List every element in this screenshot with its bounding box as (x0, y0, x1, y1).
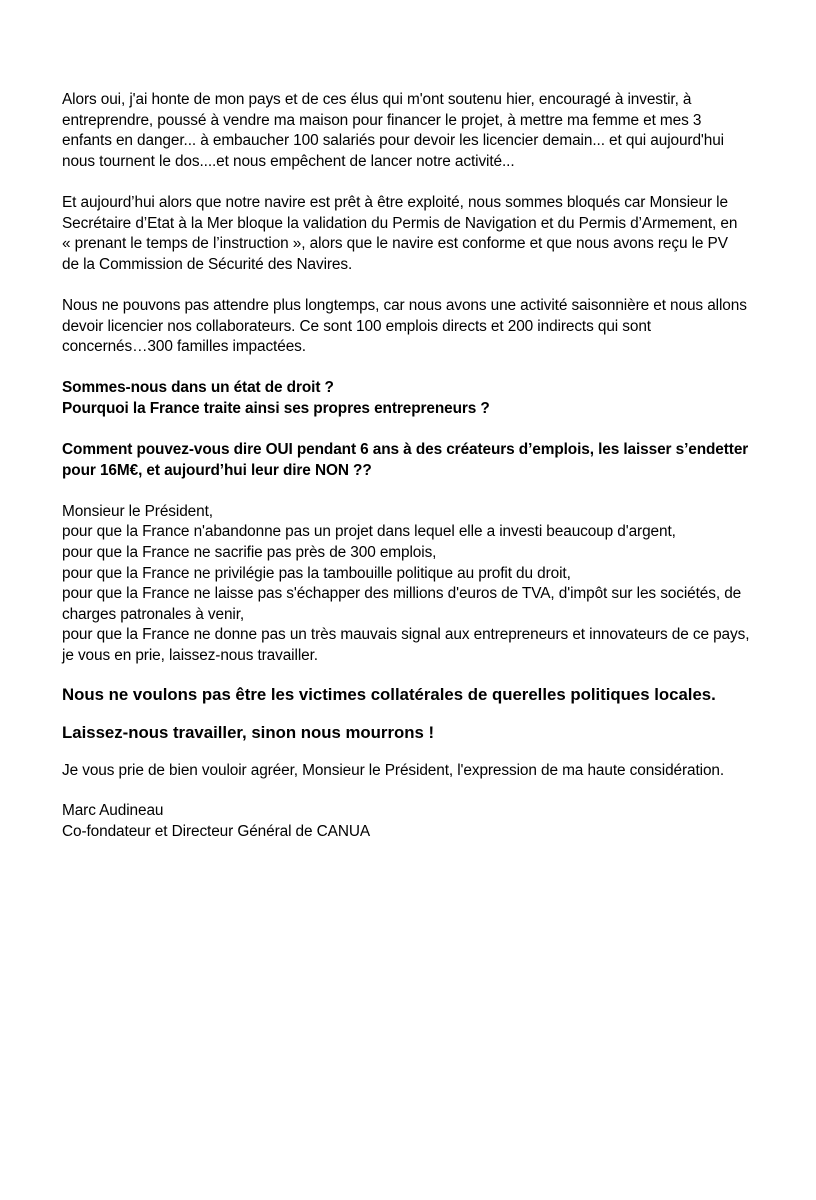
text-line: Alors oui, j'ai honte de mon pays et de ces élus qui m'ont soutenu hier, encouragé à investir, à (62, 91, 692, 108)
text-line: pour 16M€, et aujourd’hui leur dire NON ?? (62, 461, 372, 479)
signature-block (62, 801, 762, 842)
question-debt (62, 440, 762, 481)
text-line: devoir licencier nos collaborateurs. Ce sont 100 emplois directs et 200 indirects qui sont (62, 317, 651, 335)
text-line: entreprendre, poussé à vendre ma maison pour financer le projet, à mettre ma femme et mes 3 (62, 111, 702, 129)
text-line: pour que la France ne privilégie pas la tambouille politique au profit du droit, (62, 564, 571, 582)
text-line: pour que la France n'abandonne pas un projet dans lequel elle a investi beaucoup d'argent, (62, 523, 676, 541)
paragraph-blocked-ship (62, 193, 762, 275)
closing-formula: Je vous prie de bien vouloir agréer, Monsieur le Président, l'expression de ma haute considération. (62, 761, 725, 779)
text-line: de la Commission de Sécurité des Navires. (62, 255, 353, 273)
text-line: Et aujourd’hui alors que notre navire est prêt à être exploité, nous sommes bloqués car Monsieur le (62, 193, 728, 211)
text-line: enfants en danger... à embaucher 100 salariés pour devoir les licencier demain... et qui aujourd'hui (62, 132, 724, 150)
text-line: concernés…300 familles impactées. (62, 338, 306, 356)
text-line: pour que la France ne donne pas un très mauvais signal aux entrepreneurs et innovateurs de ce pays, (62, 626, 750, 644)
paragraph-seasonal-activity (62, 296, 762, 358)
text-line: Sommes-nous dans un état de droit ? (62, 379, 334, 397)
headline-collateral-victims: Nous ne voulons pas être les victimes collatérales de querelles politiques locales. (62, 684, 716, 704)
text-line: je vous en prie, laissez-nous travailler. (62, 647, 318, 665)
signature-title: Co-fondateur et Directeur Général de CANUA (62, 822, 371, 840)
text-line: pour que la France ne laisse pas s'échapper des millions d'euros de TVA, d'impôt sur les sociétés, de (62, 585, 742, 603)
text-line: Pourquoi la France traite ainsi ses propres entrepreneurs ? (62, 399, 490, 417)
letter-page (62, 90, 762, 842)
text-line: Secrétaire d’Etat à la Mer bloque la validation du Permis de Navigation et du Permis d’Armement, en (62, 214, 738, 232)
headline-let-us-work: Laissez-nous travailler, sinon nous mourrons ! (62, 722, 435, 742)
text-line: charges patronales à venir, (62, 605, 245, 623)
questions-rule-of-law (62, 378, 762, 419)
text-line: pour que la France ne sacrifie pas près de 300 emplois, (62, 544, 437, 562)
paragraph-shame (62, 90, 762, 172)
text-line: « prenant le temps de l’instruction », alors que le navire est conforme et que nous avons reçu le PV (62, 235, 728, 253)
appeal-to-president (62, 502, 762, 667)
text-line: nous tournent le dos....et nous empêchent de lancer notre activité... (62, 152, 515, 170)
text-line: Nous ne pouvons pas attendre plus longtemps, car nous avons une activité saisonnière et nous allons (62, 296, 747, 314)
signature-name: Marc Audineau (62, 802, 164, 820)
text-line: Monsieur le Président, (62, 502, 213, 520)
text-line: Comment pouvez-vous dire OUI pendant 6 ans à des créateurs d’emplois, les laisser s’endetter (62, 441, 749, 459)
